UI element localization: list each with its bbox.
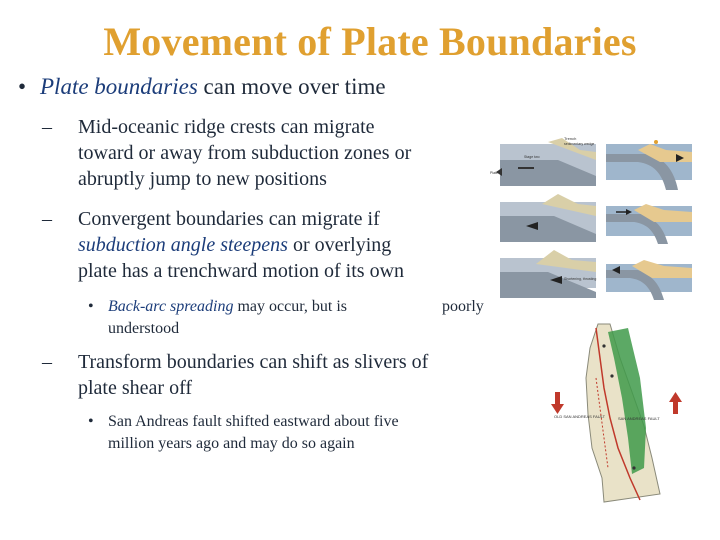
subsubbullet-emphasis: Back-arc spreading <box>108 298 234 315</box>
subsubbullet-text: may occur, but is <box>233 298 348 315</box>
city-marker <box>632 466 635 469</box>
dash-marker: – <box>42 351 52 373</box>
subbullet-line-1: Convergent boundaries can migrate if <box>78 208 380 230</box>
subbullet-line-2: plate shear off <box>78 377 193 399</box>
dash-marker: – <box>42 208 52 230</box>
slide-title: Movement of Plate Boundaries <box>103 19 637 64</box>
label-plate: Plate <box>490 171 498 175</box>
city-marker <box>610 374 613 377</box>
diagram-panel-left-1 <box>490 136 596 186</box>
dash-marker: – <box>42 116 52 138</box>
label-thrusting: Shortening, thrusting <box>564 277 597 281</box>
bullet-emphasis: Plate boundaries <box>40 74 198 99</box>
label-trench: Trench <box>564 136 577 141</box>
subduction-diagrams-figure <box>488 130 698 302</box>
diagram-panel-left-2 <box>500 194 596 242</box>
diagram-panel-right-1 <box>606 140 692 190</box>
subbullet-convergent <box>42 206 404 284</box>
subsubbullet-back-arc <box>88 296 508 340</box>
subbullet-line-2: toward or away from subduction zones or <box>78 142 412 164</box>
bullet-dot: • <box>88 413 94 430</box>
diagram-panel-left-3 <box>500 250 596 298</box>
subsubbullet-line-1 <box>108 296 508 318</box>
diagram-panel-right-2 <box>606 204 692 244</box>
label-sedimentary-wedge: sedimentary wedge <box>564 142 595 146</box>
subbullet-transform <box>42 349 428 401</box>
label-stage-two: Stage two <box>524 155 540 159</box>
subbullet-ridge-crests <box>42 114 411 192</box>
bullet-dot: • <box>18 74 27 99</box>
bullet-text: can move over time <box>197 74 386 99</box>
san-andreas-map <box>548 318 688 504</box>
diagram-panel-right-3 <box>606 260 692 300</box>
subsubbullet-tail: poorly <box>442 298 484 315</box>
subbullet-emphasis: subduction angle steepens <box>78 234 288 256</box>
label-san-andreas: SAN ANDREAS FAULT <box>618 416 660 421</box>
subsubbullet-line-2: million years ago and may do so again <box>108 435 355 452</box>
bullet-plate-boundaries <box>18 74 386 100</box>
subbullet-text: or overlying <box>287 234 392 256</box>
subsubbullet-line-2: understood <box>108 320 180 337</box>
bullet-dot: • <box>88 298 94 315</box>
subbullet-line-2 <box>78 232 404 258</box>
subbullet-line-1: Mid-oceanic ridge crests can migrate <box>78 116 375 138</box>
city-marker <box>602 344 605 347</box>
label-old-fault: OLD SAN ANDREAS FAULT <box>554 414 606 419</box>
subbullet-line-3: abruptly jump to new positions <box>78 168 327 190</box>
subbullet-line-1: Transform boundaries can shift as slivers of <box>78 351 429 373</box>
subsubbullet-san-andreas <box>88 411 399 455</box>
subbullet-line-3: plate has a trenchward motion of its own <box>78 260 405 282</box>
subsubbullet-line-1: San Andreas fault shifted eastward about five <box>108 413 399 430</box>
